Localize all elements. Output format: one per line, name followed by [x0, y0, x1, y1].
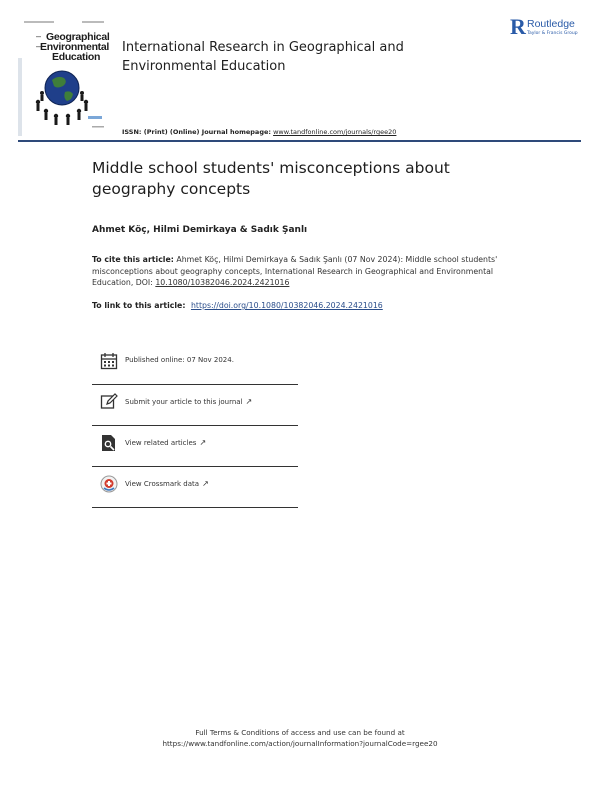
external-link-icon: ↗	[199, 438, 207, 447]
submit-article-row[interactable]	[92, 385, 298, 426]
citation-label: To cite this article:	[92, 255, 174, 264]
header-divider	[18, 140, 581, 142]
cover-title-line3: Education	[52, 51, 101, 63]
publisher-tagline: Taylor & Francis Group	[527, 31, 578, 36]
citation-text: Ahmet Köç, Hilmi Demirkaya & Sadık Şanlı (07 Nov 2024): Middle school students' misconceptions about geography concepts, International Research in Geographical and Environmental Education, DOI:	[92, 255, 498, 287]
journal-title: International Research in Geographical and Environmental Education	[122, 40, 404, 74]
cover-title-line1: Geographical	[46, 31, 110, 43]
issn-label: ISSN: (Print) (Online) Journal homepage:	[122, 128, 271, 136]
calendar-icon	[100, 352, 118, 370]
citation-doi-link[interactable]: 10.1080/10382046.2024.2421016	[155, 278, 290, 287]
article-link-line	[92, 301, 522, 310]
related-articles-icon	[100, 434, 118, 452]
article-link-label: To link to this article:	[92, 301, 186, 310]
publisher-logo	[510, 16, 584, 42]
submit-article-link[interactable]: Submit your article to this journal	[125, 398, 243, 406]
external-link-icon: ↗	[245, 397, 253, 406]
routledge-r-icon: R	[510, 14, 526, 39]
related-articles-link[interactable]: View related articles	[125, 439, 197, 447]
crossmark-link[interactable]: View Crossmark data	[125, 480, 200, 488]
footer-terms-url[interactable]: https://www.tandfonline.com/action/journalInformation?journalCode=rgee20	[162, 739, 438, 748]
cover-title-line2: Environmental	[40, 41, 110, 53]
published-online-row	[92, 344, 298, 385]
footer	[0, 727, 600, 749]
article-authors: Ahmet Köç, Hilmi Demirkaya & Sadık Şanlı	[92, 225, 308, 235]
publisher-name: Routledge	[527, 18, 575, 30]
external-link-icon: ↗	[202, 479, 209, 488]
citation	[92, 254, 522, 289]
article-title: Middle school students' misconceptions about geography concepts	[92, 159, 450, 198]
crossmark-row[interactable]	[92, 467, 298, 508]
footer-terms-line: Full Terms & Conditions of access and use can be found at	[195, 728, 405, 737]
edit-icon	[100, 393, 118, 411]
journal-homepage-link[interactable]: www.tandfonline.com/journals/rgee20	[273, 128, 397, 136]
article-doi-link[interactable]: https://doi.org/10.1080/10382046.2024.2421016	[190, 301, 383, 310]
related-articles-row[interactable]	[92, 426, 298, 467]
article-info-list	[92, 344, 298, 508]
journal-cover	[18, 18, 112, 136]
crossmark-icon	[100, 475, 118, 493]
issn-line	[122, 128, 396, 136]
published-online-text: Published online: 07 Nov 2024.	[125, 356, 234, 364]
